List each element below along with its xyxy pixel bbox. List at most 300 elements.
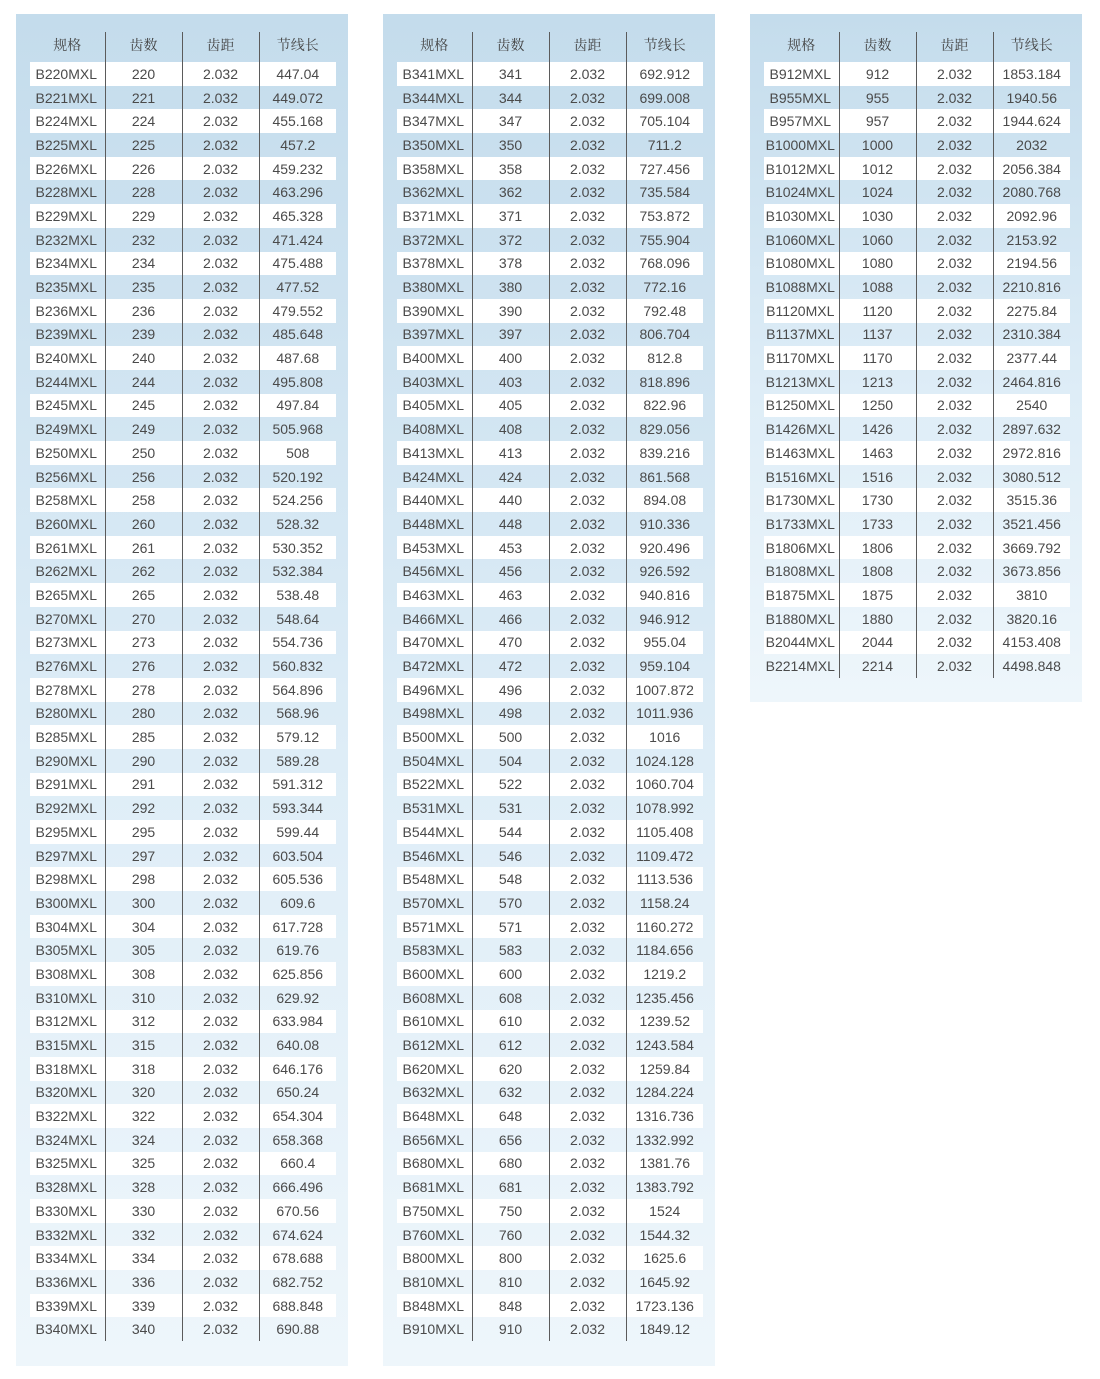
table-row (397, 299, 703, 323)
cell-pitch: 2.032 (549, 86, 626, 110)
cell-spec: B1516MXL (765, 468, 835, 485)
cell-spec: B390MXL (397, 299, 472, 323)
cell-teeth: 304 (105, 915, 182, 939)
cell-pitch: 2.032 (182, 323, 259, 347)
cell-teeth: 1000 (839, 133, 916, 157)
table-row (764, 275, 1070, 299)
cell-pitch-length: 818.896 (626, 370, 703, 394)
cell-pitch-length: 1105.408 (626, 820, 703, 844)
cell-teeth: 336 (105, 1270, 182, 1294)
cell-teeth: 390 (472, 299, 549, 323)
table-row (30, 867, 336, 891)
header-pitch: 齿距 (182, 32, 259, 62)
cell-pitch: 2.032 (549, 204, 626, 228)
cell-pitch: 2.032 (182, 86, 259, 110)
cell-spec: B240MXL (30, 346, 105, 370)
cell-spec: B600MXL (397, 962, 472, 986)
table-row (397, 536, 703, 560)
table-row (30, 417, 336, 441)
cell-pitch-length: 946.912 (626, 607, 703, 631)
table-row (764, 86, 1070, 110)
table-row (397, 1223, 703, 1247)
cell-pitch: 2.032 (182, 1294, 259, 1318)
cell-pitch-length: 2275.84 (993, 299, 1070, 323)
cell-teeth: 220 (105, 62, 182, 86)
cell-pitch: 2.032 (549, 749, 626, 773)
cell-spec: B305MXL (35, 942, 97, 959)
cell-teeth: 472 (472, 654, 549, 678)
cell-pitch: 2.032 (549, 488, 626, 512)
cell-teeth: 610 (472, 1010, 549, 1034)
table-row (30, 962, 336, 986)
cell-spec: B800MXL (397, 1246, 472, 1270)
cell-pitch-length: 4498.848 (993, 654, 1070, 678)
cell-teeth: 848 (472, 1294, 549, 1318)
cell-pitch: 2.032 (916, 654, 993, 678)
header-pitch-length: 节线长 (993, 32, 1070, 62)
table-row (764, 488, 1070, 512)
table-row (397, 1104, 703, 1128)
cell-spec: B1730MXL (764, 488, 839, 512)
cell-pitch-length: 2194.56 (993, 252, 1070, 276)
cell-teeth: 235 (105, 275, 182, 299)
table-row (397, 204, 703, 228)
cell-pitch-length: 1544.32 (626, 1223, 703, 1247)
cell-spec: B334MXL (30, 1246, 105, 1270)
table-row (397, 820, 703, 844)
cell-pitch-length: 532.384 (259, 559, 336, 583)
cell-pitch: 2.032 (549, 62, 626, 86)
cell-teeth: 372 (472, 228, 549, 252)
cell-teeth: 800 (472, 1246, 549, 1270)
table-row (30, 86, 336, 110)
cell-teeth: 1730 (839, 488, 916, 512)
cell-teeth: 600 (472, 962, 549, 986)
cell-spec: B312MXL (30, 1010, 105, 1034)
cell-spec: B504MXL (402, 752, 464, 769)
cell-pitch: 2.032 (549, 1033, 626, 1057)
cell-spec: B1012MXL (764, 157, 839, 181)
cell-spec: B261MXL (30, 536, 105, 560)
cell-teeth: 265 (105, 583, 182, 607)
cell-spec: B955MXL (769, 89, 831, 106)
cell-pitch-length: 894.08 (626, 488, 703, 512)
cell-teeth: 305 (105, 938, 182, 962)
cell-teeth: 245 (105, 394, 182, 418)
cell-pitch: 2.032 (549, 157, 626, 181)
cell-pitch: 2.032 (916, 180, 993, 204)
cell-pitch-length: 3521.456 (993, 512, 1070, 536)
cell-pitch: 2.032 (549, 796, 626, 820)
cell-pitch: 2.032 (182, 938, 259, 962)
cell-pitch: 2.032 (916, 631, 993, 655)
table-row (397, 986, 703, 1010)
cell-teeth: 270 (105, 607, 182, 631)
cell-pitch-length: 599.44 (259, 820, 336, 844)
cell-pitch-length: 2210.816 (993, 275, 1070, 299)
cell-pitch: 2.032 (182, 725, 259, 749)
cell-spec: B1000MXL (765, 136, 835, 153)
cell-pitch: 2.032 (182, 1104, 259, 1128)
table-row (397, 796, 703, 820)
table-row (30, 1199, 336, 1223)
table-row (764, 62, 1070, 86)
cell-spec: B358MXL (397, 157, 472, 181)
cell-spec: B322MXL (30, 1104, 105, 1128)
cell-spec: B300MXL (35, 894, 97, 911)
cell-spec: B1213MXL (765, 373, 835, 390)
cell-teeth: 413 (472, 441, 549, 465)
cell-spec: B620MXL (397, 1057, 472, 1081)
cell-pitch: 2.032 (182, 583, 259, 607)
cell-teeth: 340 (105, 1317, 182, 1341)
cell-pitch-length: 1016 (626, 725, 703, 749)
cell-pitch: 2.032 (182, 62, 259, 86)
cell-teeth: 362 (472, 180, 549, 204)
cell-pitch: 2.032 (182, 1152, 259, 1176)
cell-teeth: 810 (472, 1270, 549, 1294)
cell-pitch-length: 1078.992 (626, 796, 703, 820)
cell-spec: B310MXL (35, 989, 97, 1006)
cell-spec: B546MXL (402, 847, 464, 864)
cell-pitch-length: 1158.24 (626, 891, 703, 915)
cell-pitch: 2.032 (182, 1270, 259, 1294)
cell-spec: B500MXL (397, 725, 472, 749)
cell-pitch: 2.032 (549, 725, 626, 749)
cell-pitch-length: 674.624 (259, 1223, 336, 1247)
cell-pitch-length: 3673.856 (993, 559, 1070, 583)
cell-teeth: 341 (472, 62, 549, 86)
cell-spec: B456MXL (402, 563, 464, 580)
table-row (764, 228, 1070, 252)
cell-teeth: 273 (105, 631, 182, 655)
table-row (30, 1081, 336, 1105)
cell-spec: B522MXL (397, 773, 472, 797)
cell-teeth: 632 (472, 1081, 549, 1105)
cell-teeth: 463 (472, 583, 549, 607)
table-row (764, 536, 1070, 560)
table-row (764, 631, 1070, 655)
table-row (30, 157, 336, 181)
cell-spec: B378MXL (397, 252, 472, 276)
table-row (30, 133, 336, 157)
cell-pitch: 2.032 (182, 370, 259, 394)
cell-spec: B224MXL (30, 109, 105, 133)
cell-spec: B235MXL (35, 279, 97, 296)
cell-spec: B372MXL (402, 231, 464, 248)
cell-spec: B260MXL (35, 515, 97, 532)
cell-spec: B957MXL (764, 109, 839, 133)
cell-spec: B424MXL (402, 468, 464, 485)
cell-pitch-length: 591.312 (259, 773, 336, 797)
cell-pitch-length: 753.872 (626, 204, 703, 228)
cell-spec: B848MXL (397, 1294, 472, 1318)
cell-teeth: 330 (105, 1199, 182, 1223)
cell-pitch: 2.032 (549, 1152, 626, 1176)
table-row (764, 157, 1070, 181)
table-row (764, 346, 1070, 370)
table-row (397, 228, 703, 252)
cell-pitch: 2.032 (182, 820, 259, 844)
table-row (30, 204, 336, 228)
table-row (397, 417, 703, 441)
cell-pitch: 2.032 (549, 1270, 626, 1294)
cell-spec: B298MXL (30, 867, 105, 891)
cell-pitch: 2.032 (549, 1317, 626, 1341)
cell-spec: B270MXL (35, 610, 97, 627)
cell-spec: B1880MXL (765, 610, 835, 627)
cell-teeth: 234 (105, 252, 182, 276)
cell-pitch-length: 1109.472 (626, 844, 703, 868)
cell-pitch: 2.032 (182, 678, 259, 702)
cell-pitch-length: 926.592 (626, 559, 703, 583)
cell-spec: B336MXL (35, 1273, 97, 1290)
cell-pitch: 2.032 (916, 86, 993, 110)
cell-pitch: 2.032 (182, 844, 259, 868)
cell-pitch: 2.032 (182, 275, 259, 299)
cell-teeth: 322 (105, 1104, 182, 1128)
spec-table-3 (764, 32, 1070, 678)
cell-pitch-length: 1383.792 (626, 1175, 703, 1199)
cell-pitch-length: 1007.872 (626, 678, 703, 702)
cell-spec: B318MXL (30, 1057, 105, 1081)
table-row (30, 1104, 336, 1128)
cell-spec: B610MXL (397, 1010, 472, 1034)
cell-teeth: 332 (105, 1223, 182, 1247)
cell-pitch: 2.032 (182, 1010, 259, 1034)
cell-pitch-length: 955.04 (626, 631, 703, 655)
table-row (30, 441, 336, 465)
cell-pitch-length: 625.856 (259, 962, 336, 986)
cell-pitch-length: 593.344 (259, 796, 336, 820)
cell-pitch: 2.032 (182, 1057, 259, 1081)
cell-pitch-length: 910.336 (626, 512, 703, 536)
cell-pitch: 2.032 (549, 702, 626, 726)
cell-teeth: 440 (472, 488, 549, 512)
cell-pitch: 2.032 (916, 583, 993, 607)
cell-pitch: 2.032 (549, 1294, 626, 1318)
table-row (397, 1057, 703, 1081)
cell-spec: B498MXL (402, 705, 464, 722)
cell-spec: B325MXL (30, 1152, 105, 1176)
cell-spec: B225MXL (35, 136, 97, 153)
cell-spec: B350MXL (402, 136, 464, 153)
cell-teeth: 403 (472, 370, 549, 394)
table-row (30, 109, 336, 133)
cell-spec: B466MXL (402, 610, 464, 627)
cell-pitch-length: 1853.184 (993, 62, 1070, 86)
cell-pitch-length: 2080.768 (993, 180, 1070, 204)
cell-pitch-length: 505.968 (259, 417, 336, 441)
cell-pitch: 2.032 (182, 607, 259, 631)
cell-teeth: 325 (105, 1152, 182, 1176)
table-row (397, 465, 703, 489)
table-row (764, 441, 1070, 465)
cell-spec: B232MXL (35, 231, 97, 248)
cell-teeth: 500 (472, 725, 549, 749)
cell-spec: B760MXL (402, 1226, 464, 1243)
table-row (30, 1010, 336, 1034)
cell-teeth: 400 (472, 346, 549, 370)
cell-pitch-length: 2464.816 (993, 370, 1070, 394)
table-row (397, 62, 703, 86)
cell-pitch-length: 538.48 (259, 583, 336, 607)
cell-teeth: 531 (472, 796, 549, 820)
cell-pitch: 2.032 (182, 204, 259, 228)
table-row (30, 1294, 336, 1318)
cell-teeth: 466 (472, 607, 549, 631)
cell-spec: B1808MXL (765, 563, 835, 580)
cell-spec: B453MXL (397, 536, 472, 560)
cell-pitch-length: 792.48 (626, 299, 703, 323)
cell-pitch-length: 548.64 (259, 607, 336, 631)
cell-pitch-length: 2056.384 (993, 157, 1070, 181)
cell-pitch-length: 1011.936 (626, 702, 703, 726)
cell-teeth: 608 (472, 986, 549, 1010)
cell-spec: B448MXL (402, 515, 464, 532)
cell-teeth: 912 (839, 62, 916, 86)
cell-pitch-length: 1723.136 (626, 1294, 703, 1318)
cell-spec: B226MXL (30, 157, 105, 181)
table-row (30, 275, 336, 299)
cell-teeth: 448 (472, 512, 549, 536)
table-row (397, 323, 703, 347)
cell-teeth: 504 (472, 749, 549, 773)
table-row (397, 773, 703, 797)
cell-teeth: 350 (472, 133, 549, 157)
cell-pitch-length: 605.536 (259, 867, 336, 891)
cell-pitch-length: 1259.84 (626, 1057, 703, 1081)
cell-pitch: 2.032 (182, 1081, 259, 1105)
cell-teeth: 2214 (839, 654, 916, 678)
cell-pitch-length: 1316.736 (626, 1104, 703, 1128)
cell-pitch: 2.032 (916, 417, 993, 441)
cell-pitch-length: 660.4 (259, 1152, 336, 1176)
table-row (397, 1010, 703, 1034)
table-row (397, 252, 703, 276)
header-spec: 规格 (787, 37, 816, 53)
cell-pitch: 2.032 (182, 417, 259, 441)
cell-spec: B408MXL (402, 421, 464, 438)
cell-pitch-length: 768.096 (626, 252, 703, 276)
table-row (30, 844, 336, 868)
cell-teeth: 1088 (839, 275, 916, 299)
cell-pitch: 2.032 (916, 109, 993, 133)
cell-pitch: 2.032 (182, 299, 259, 323)
cell-spec: B1120MXL (764, 299, 839, 323)
cell-spec: B250MXL (30, 441, 105, 465)
table-row (30, 820, 336, 844)
cell-teeth: 1120 (839, 299, 916, 323)
cell-pitch-length: 2540 (993, 394, 1070, 418)
cell-pitch: 2.032 (182, 228, 259, 252)
cell-teeth: 648 (472, 1104, 549, 1128)
cell-pitch: 2.032 (549, 820, 626, 844)
cell-teeth: 470 (472, 631, 549, 655)
cell-pitch: 2.032 (182, 962, 259, 986)
cell-pitch: 2.032 (916, 204, 993, 228)
cell-pitch: 2.032 (182, 749, 259, 773)
cell-spec: B344MXL (402, 89, 464, 106)
table-row (397, 346, 703, 370)
cell-spec: B750MXL (397, 1199, 472, 1223)
cell-spec: B570MXL (402, 894, 464, 911)
table-row (30, 678, 336, 702)
table-row (397, 1270, 703, 1294)
cell-pitch-length: 560.832 (259, 654, 336, 678)
cell-pitch-length: 457.2 (259, 133, 336, 157)
cell-pitch-length: 1024.128 (626, 749, 703, 773)
cell-spec: B295MXL (30, 820, 105, 844)
cell-teeth: 910 (472, 1317, 549, 1341)
cell-spec: B249MXL (35, 421, 97, 438)
cell-pitch: 2.032 (549, 891, 626, 915)
cell-spec: B285MXL (30, 725, 105, 749)
cell-pitch-length: 682.752 (259, 1270, 336, 1294)
cell-spec: B608MXL (402, 989, 464, 1006)
cell-pitch-length: 735.584 (626, 180, 703, 204)
cell-spec: B221MXL (35, 89, 97, 106)
cell-pitch-length: 508 (259, 441, 336, 465)
cell-pitch-length: 477.52 (259, 275, 336, 299)
cell-pitch-length: 670.56 (259, 1199, 336, 1223)
cell-teeth: 261 (105, 536, 182, 560)
cell-pitch: 2.032 (549, 394, 626, 418)
cell-spec: B403MXL (402, 373, 464, 390)
cell-pitch-length: 690.88 (259, 1317, 336, 1341)
cell-teeth: 224 (105, 109, 182, 133)
cell-spec: B280MXL (35, 705, 97, 722)
table-row (397, 394, 703, 418)
cell-spec: B1426MXL (765, 421, 835, 438)
cell-pitch: 2.032 (549, 559, 626, 583)
cell-teeth: 1060 (839, 228, 916, 252)
cell-pitch-length: 528.32 (259, 512, 336, 536)
header-spec: 规格 (420, 37, 449, 53)
cell-pitch: 2.032 (549, 938, 626, 962)
table-row (397, 559, 703, 583)
table-row (30, 1317, 336, 1341)
table-row (397, 370, 703, 394)
cell-spec: B496MXL (397, 678, 472, 702)
cell-pitch-length: 2897.632 (993, 417, 1070, 441)
cell-teeth: 408 (472, 417, 549, 441)
cell-pitch: 2.032 (916, 536, 993, 560)
cell-teeth: 371 (472, 204, 549, 228)
cell-pitch-length: 1160.272 (626, 915, 703, 939)
table-row (30, 512, 336, 536)
table-row (397, 1128, 703, 1152)
cell-pitch-length: 487.68 (259, 346, 336, 370)
table-row (30, 749, 336, 773)
cell-pitch: 2.032 (916, 370, 993, 394)
cell-spec: B1088MXL (765, 279, 835, 296)
cell-teeth: 620 (472, 1057, 549, 1081)
cell-pitch: 2.032 (916, 323, 993, 347)
cell-teeth: 228 (105, 180, 182, 204)
cell-pitch-length: 2092.96 (993, 204, 1070, 228)
cell-spec: B680MXL (397, 1152, 472, 1176)
cell-teeth: 344 (472, 86, 549, 110)
table-row (764, 299, 1070, 323)
header-pitch-length: 节线长 (626, 32, 703, 62)
cell-spec: B328MXL (35, 1179, 97, 1196)
table-row (397, 915, 703, 939)
cell-teeth: 225 (105, 133, 182, 157)
table-row (30, 559, 336, 583)
cell-teeth: 249 (105, 417, 182, 441)
cell-pitch-length: 617.728 (259, 915, 336, 939)
